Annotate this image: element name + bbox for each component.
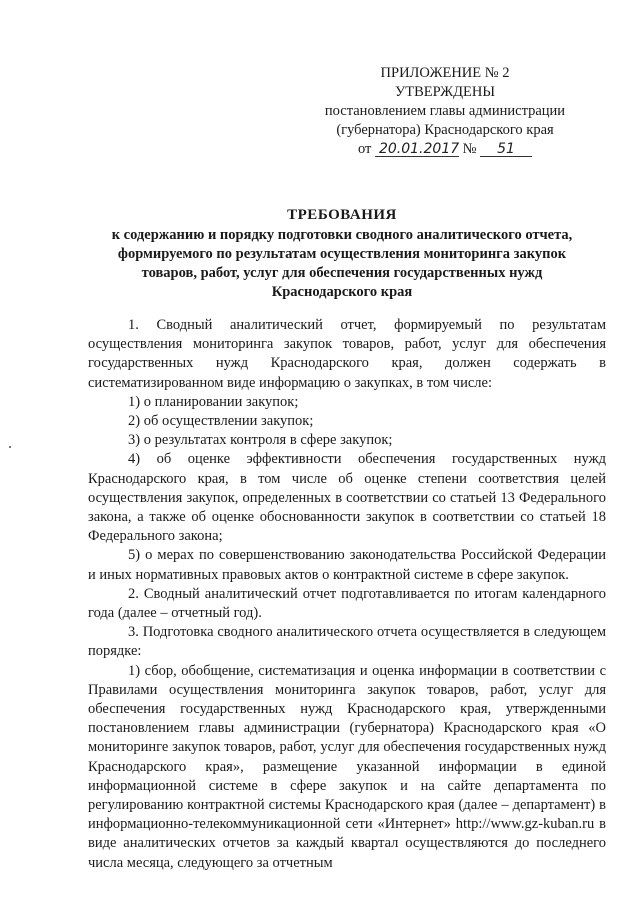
handwritten-date: 20.01.2017 [375, 142, 459, 157]
date-number-line [300, 140, 590, 159]
paragraph: 1) о планировании закупок; [128, 393, 299, 410]
paragraph: 4) об оценке эффективности обеспечения государственных нужд Краснодарского края, в том числе об оценке степени соответствия целей осуществления закупок, определенных в соответствии со статьей 13 Федерального закона, а также об оценке обоснованности закупок в соответствии со статьей 18 Федерального закона; [88, 451, 606, 545]
title-heading: ТРЕБОВАНИЯ [287, 207, 397, 223]
paragraph: 5) о мерах по совершенствованию законодательства Российской Федерации и иных нормативных правовых актов о контрактной системе в сфере закупок. [88, 547, 606, 583]
paragraph: 3. Подготовка сводного аналитического отчета осуществляется в следующем порядке: [88, 624, 606, 660]
date-prefix: от [357, 141, 372, 157]
document-title [92, 206, 592, 302]
handwritten-number: 51 [480, 142, 532, 157]
approved-label: УТВЕРЖДЕНЫ [394, 84, 496, 100]
number-prefix: № [462, 141, 477, 157]
scan-mark [9, 446, 11, 448]
paragraph: 3) о результатах контроля в сфере закупок; [128, 432, 393, 449]
paragraph: 2. Сводный аналитический отчет подготавливается по итогам календарного года (далее – отчетный год). [88, 585, 606, 622]
decree-line-2: (губернатора) Краснодарского края [336, 122, 554, 138]
title-subtitle: к содержанию и порядку подготовки сводного аналитического отчета, формируемого по результатам осуществления мониторинга закупок товаров, работ, услуг для обеспечения государственных нужд Краснодарского края [111, 227, 573, 300]
appendix-label: ПРИЛОЖЕНИЕ № 2 [380, 65, 510, 81]
approval-block [300, 64, 590, 159]
document-body [88, 316, 606, 873]
paragraph: 1) сбор, обобщение, систематизация и оценка информации в соответствии с Правилами осуществления мониторинга закупок товаров, работ, услуг для обеспечения государственных нужд Краснодарского края, утвержденными постановлением главы администрации (губернатора) Краснодарского края «О мониторинге закупок товаров, работ, услуг для обеспечения государственных нужд Краснодарского края», размещение указанной информации в единой информационной системе в сфере закупок и на сайте департамента по регулированию контрактной системы Краснодарского края (далее – департамент) в информационно-телекоммуникационной сети «Интернет» http://www.gz-kuban.ru в виде аналитических отчетов за каждый квартал осуществляются до последнего числа месяца, следующего за отчетным [88, 662, 606, 871]
paragraph: 1. Сводный аналитический отчет, формируемый по результатам осуществления мониторинга закупок товаров, работ, услуг для обеспечения государственных нужд Краснодарского края, должен содержать в систематизированном виде информацию о закупках, в том числе: [88, 317, 606, 391]
paragraph: 2) об осуществлении закупок; [128, 413, 314, 430]
decree-line-1: постановлением главы администрации [324, 103, 566, 119]
